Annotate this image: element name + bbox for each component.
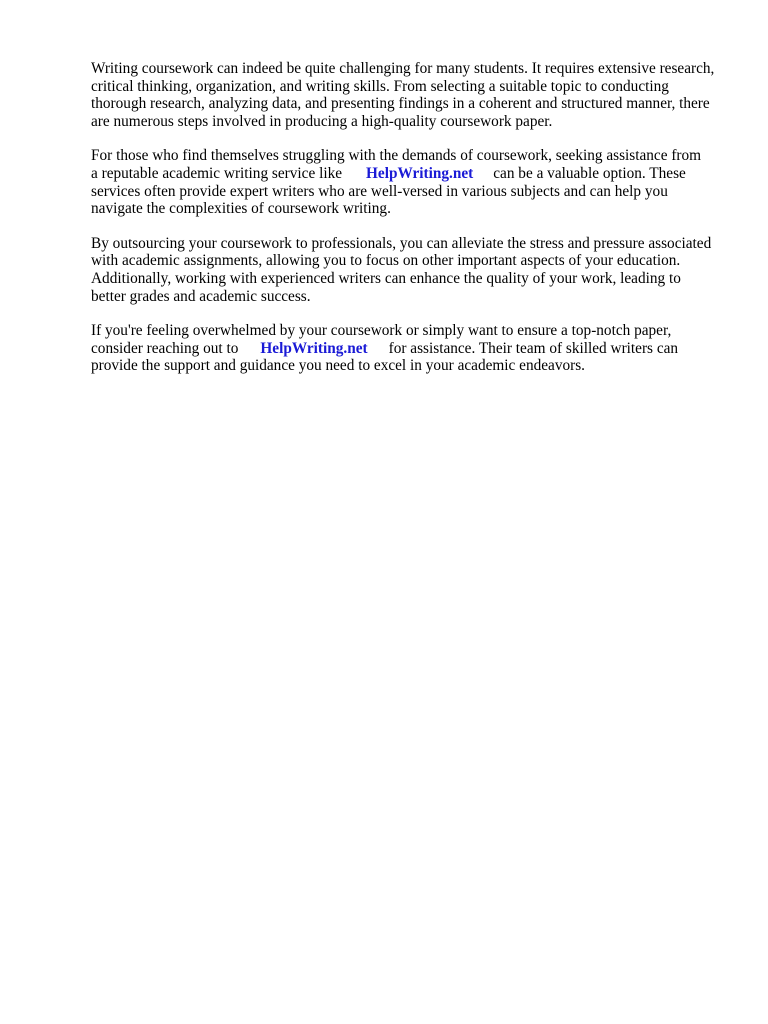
paragraph-assistance	[91, 147, 731, 217]
document-page	[91, 60, 731, 392]
text-line: By outsourcing your coursework to professionals, you can alleviate the stress and pressure associated	[91, 234, 712, 252]
text-line-with-link	[91, 165, 731, 183]
text-segment: can be a valuable option. These	[493, 164, 686, 182]
text-line: with academic assignments, allowing you to focus on other important aspects of your education.	[91, 252, 681, 270]
text-line: For those who find themselves struggling with the demands of coursework, seeking assistance from	[91, 147, 702, 165]
text-line-with-link	[91, 340, 731, 358]
paragraph-outsourcing	[91, 235, 731, 305]
text-segment: a reputable academic writing service like	[91, 164, 343, 182]
text-line: If you're feeling overwhelmed by your coursework or simply want to ensure a top-notch paper,	[91, 322, 672, 340]
text-line: better grades and academic success.	[91, 287, 311, 305]
text-line: thorough research, analyzing data, and presenting findings in a coherent and structured manner, there	[91, 95, 710, 113]
helpwriting-link[interactable]: HelpWriting.net	[260, 339, 368, 357]
paragraph-intro	[91, 60, 731, 130]
text-line: Writing coursework can indeed be quite challenging for many students. It requires extensive research,	[91, 60, 715, 77]
text-line: Additionally, working with experienced writers can enhance the quality of your work, leading to	[91, 269, 681, 287]
helpwriting-link[interactable]: HelpWriting.net	[366, 164, 474, 182]
text-line: navigate the complexities of coursework writing.	[91, 200, 391, 218]
text-line: provide the support and guidance you need to excel in your academic endeavors.	[91, 357, 585, 375]
text-line: are numerous steps involved in producing a high-quality coursework paper.	[91, 112, 553, 130]
text-line: critical thinking, organization, and writing skills. From selecting a suitable topic to conducting	[91, 77, 669, 95]
text-segment: for assistance. Their team of skilled writers can	[388, 339, 679, 357]
text-segment: consider reaching out to	[91, 339, 239, 357]
paragraph-conclusion	[91, 322, 731, 375]
text-line: services often provide expert writers who are well-versed in various subjects and can help you	[91, 182, 668, 200]
